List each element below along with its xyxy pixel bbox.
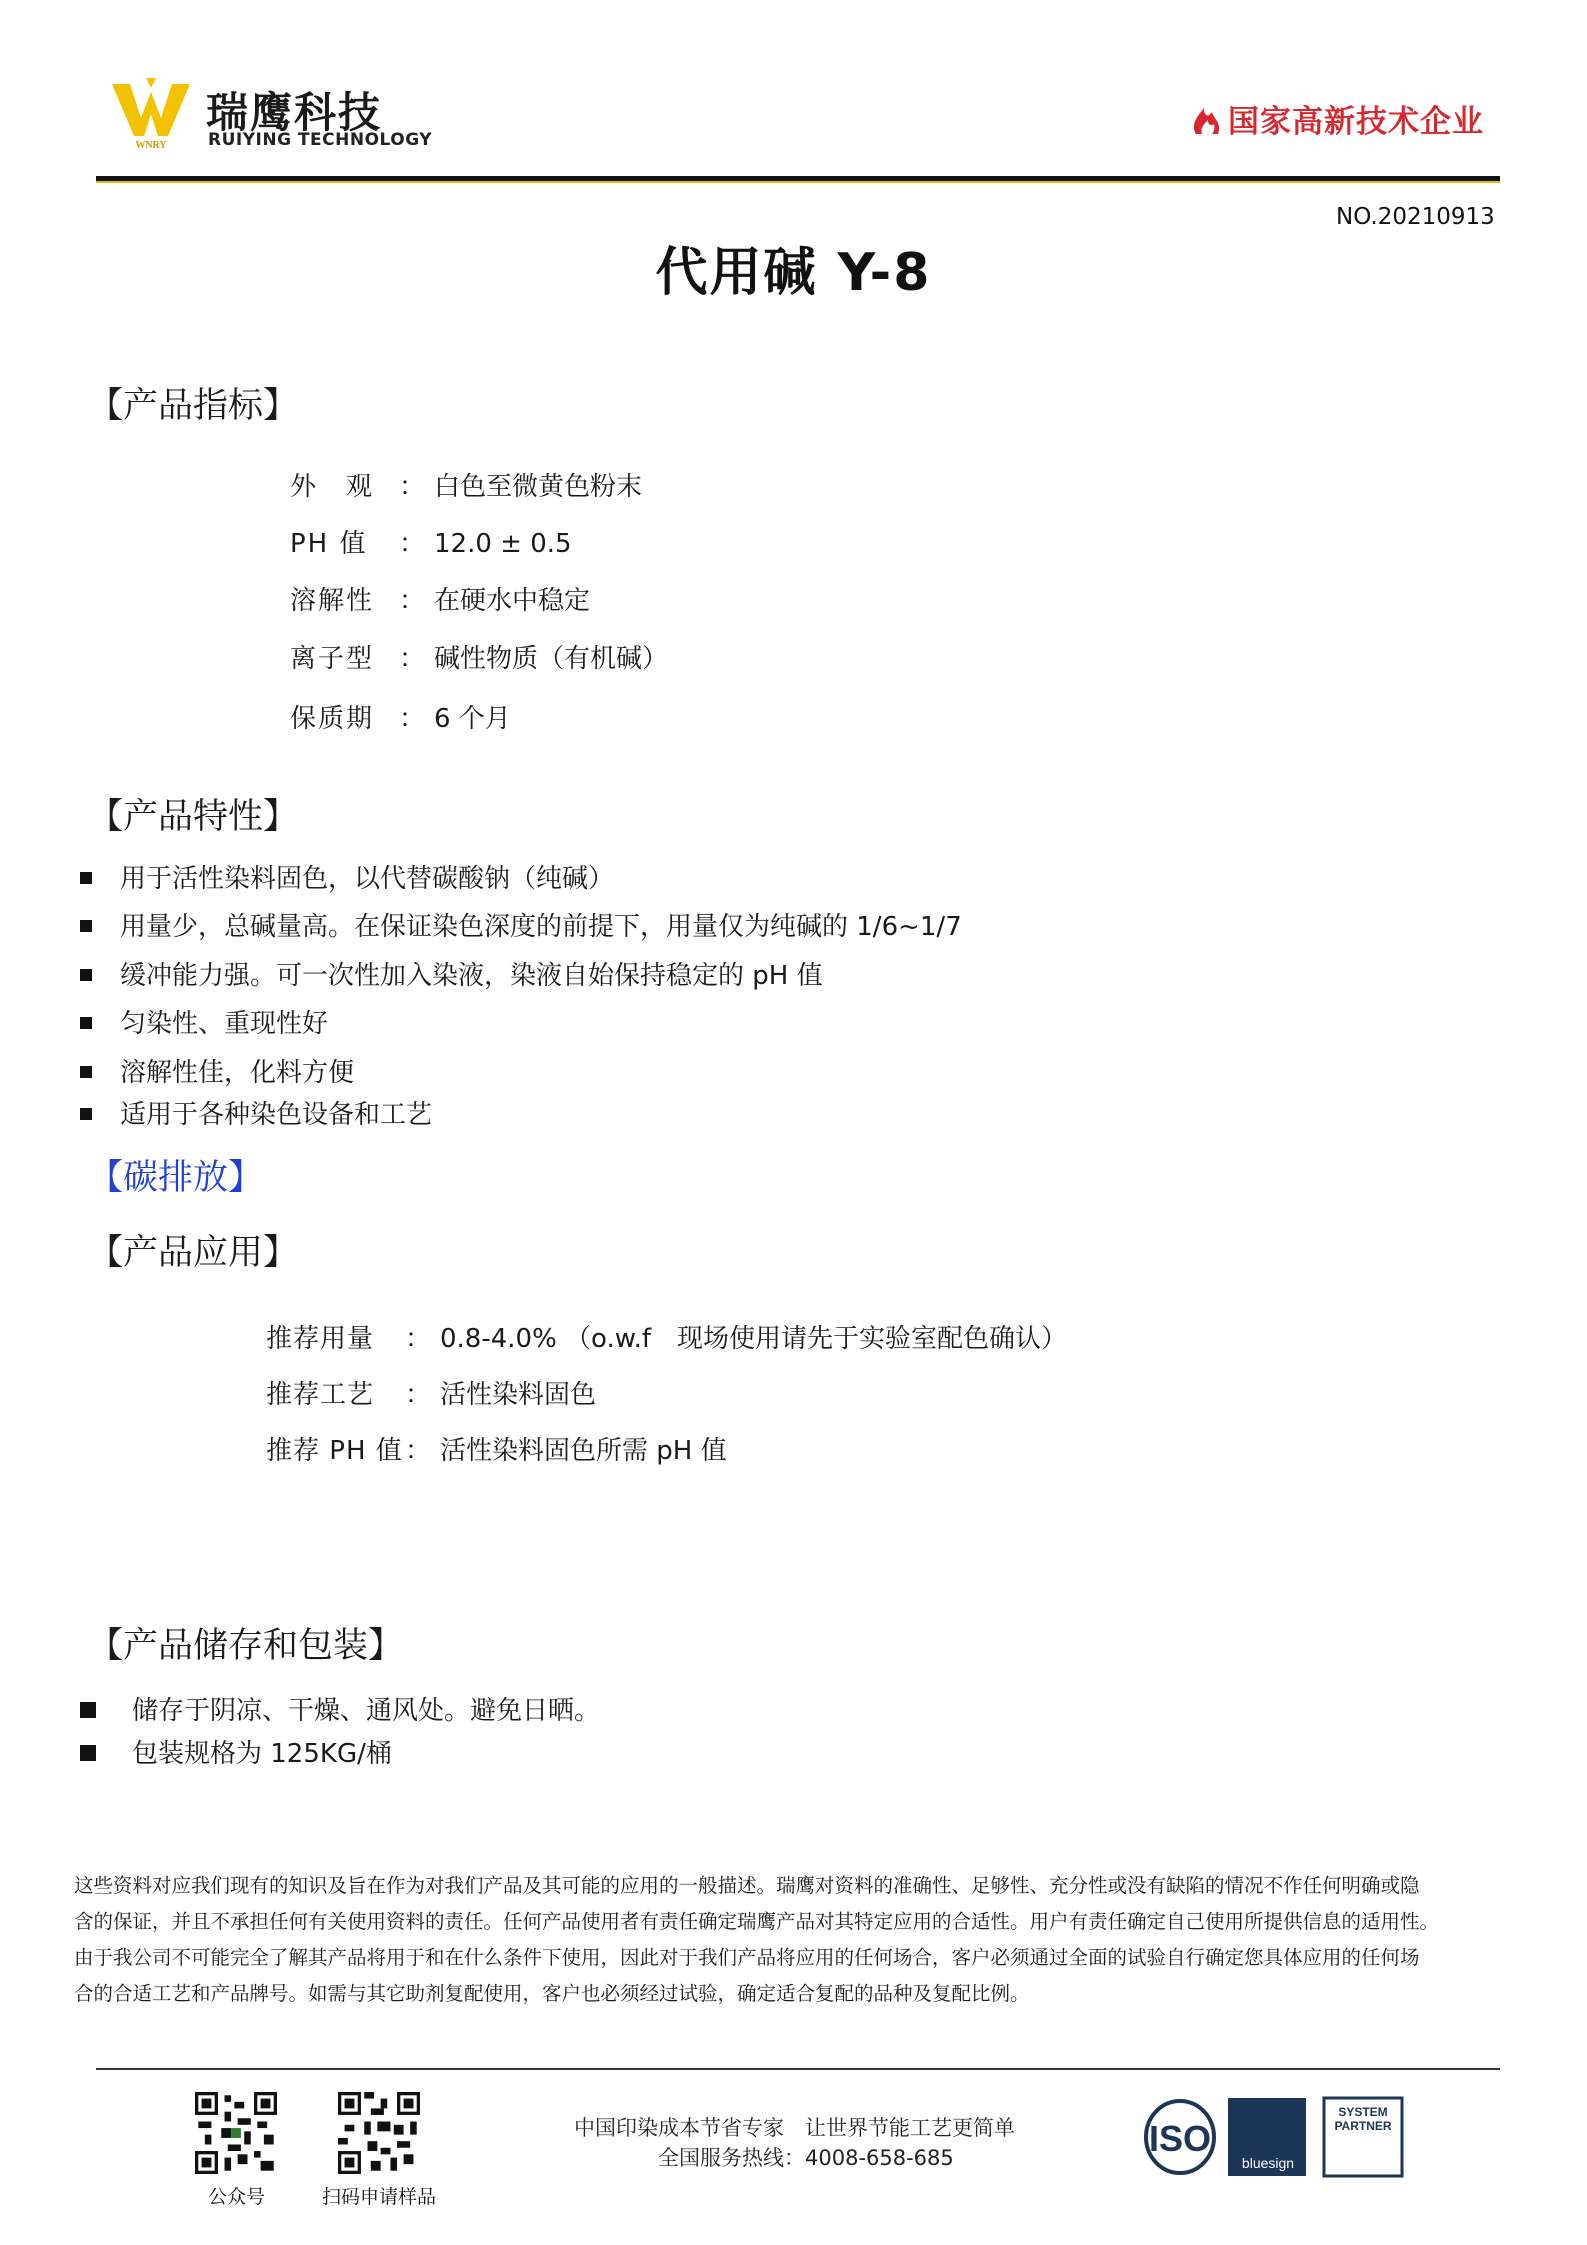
qr-caption-sample: 扫码申请样品 <box>322 2186 437 2208</box>
bullet-square-icon <box>80 1702 96 1718</box>
footer-hotline: 全国服务热线：4008-658-685 <box>658 2146 954 2170</box>
spec-row-shelf-life <box>290 698 511 735</box>
sample-request-qr-code-icon[interactable] <box>338 2092 420 2174</box>
feature-text: 用量少，总碱量高。在保证染色深度的前提下，用量仅为纯碱的 1/6~1/7 <box>120 912 962 942</box>
spec-row-appearance <box>290 466 642 503</box>
feature-text: 适用于各种染色设备和工艺 <box>120 1100 433 1130</box>
system-partner-logo-icon <box>1324 2098 1402 2176</box>
section-heading-features: 【产品特性】 <box>88 797 299 837</box>
footer-divider <box>96 2068 1500 2070</box>
spec-value: 白色至微黄色粉末 <box>434 472 643 502</box>
bullet-square-icon <box>80 1017 92 1029</box>
spec-value: 12.0 ± 0.5 <box>434 529 572 559</box>
spec-label: 保质期 <box>290 704 375 734</box>
spec-row-ionic-type <box>290 638 668 675</box>
feature-item <box>80 906 962 943</box>
section-heading-indicators: 【产品指标】 <box>88 386 299 426</box>
spec-separator: ： <box>398 472 425 502</box>
feature-text: 匀染性、重现性好 <box>120 1009 329 1039</box>
application-label: 推荐工艺 <box>266 1380 375 1410</box>
svg-text:bluesign: bluesign <box>1241 2155 1295 2171</box>
bullet-square-icon <box>80 1745 96 1761</box>
svg-text:PARTNER: PARTNER <box>1334 2119 1392 2133</box>
disclaimer-line: 由于我公司不可能完全了解其产品将用于和在什么条件下使用，因此对于我们产品将应用的任何场合，客户必须通过全面的试验自行确定您具体应用的任何场 <box>74 1946 1420 1969</box>
spec-label: 离子型 <box>290 644 375 674</box>
feature-text: 用于活性染料固色，以代替碳酸钠（纯碱） <box>120 864 615 894</box>
logo-letters: WNRY <box>135 140 167 150</box>
application-row-ph <box>266 1430 727 1467</box>
svg-text:ISO: ISO <box>1148 2118 1212 2159</box>
bullet-square-icon <box>80 920 92 932</box>
storage-text: 储存于阴凉、干燥、通风处。避免日晒。 <box>132 1696 601 1726</box>
document-number: NO.20210913 <box>1336 204 1495 230</box>
disclaimer-line: 合的合适工艺和产品牌号。如需与其它助剂复配使用，客户也必须经过试验，确定适合复配的品种及复配比例。 <box>74 1982 1030 2005</box>
header-divider-accent <box>96 181 1500 183</box>
application-label: 推荐 PH 值 <box>266 1436 403 1466</box>
spec-separator: ： <box>398 644 425 674</box>
spec-row-ph <box>290 523 572 560</box>
application-row-dosage <box>266 1318 1067 1355</box>
feature-item <box>80 858 614 895</box>
section-heading-application: 【产品应用】 <box>88 1233 299 1273</box>
storage-item <box>80 1690 600 1727</box>
spec-label: PH 值 <box>290 529 368 559</box>
iso-logo-icon <box>1146 2101 1214 2173</box>
high-tech-badge <box>1188 96 1498 140</box>
spec-separator: ： <box>398 704 425 734</box>
storage-text: 包装规格为 125KG/桶 <box>132 1739 392 1769</box>
disclaimer <box>74 1868 1550 2012</box>
spec-row-solubility <box>290 580 590 617</box>
disclaimer-line: 含的保证，并且不承担任何有关使用资料的责任。任何产品使用者有责任确定瑞鹰产品对其特定应用的合适性。用户有责任确定自己使用所提供信息的适用性。 <box>74 1910 1440 1933</box>
brand-name-cn: 瑞鹰科技 <box>206 88 383 137</box>
spec-value: 6 个月 <box>434 704 511 734</box>
application-row-process <box>266 1374 596 1411</box>
spec-label: 外 观 <box>290 472 375 502</box>
application-value: 活性染料固色所需 pH 值 <box>440 1436 727 1466</box>
svg-text:SYSTEM: SYSTEM <box>1338 2105 1388 2119</box>
spec-separator: ： <box>398 586 425 616</box>
disclaimer-line: 这些资料对应我们现有的知识及旨在作为对我们产品及其可能的应用的一般描述。瑞鹰对资料的准确性、足够性、充分性或没有缺陷的情况不作任何明确或隐 <box>74 1874 1420 1897</box>
page-title: 代用碱 Y-8 <box>655 243 932 303</box>
application-separator: ： <box>404 1324 431 1354</box>
footer-slogan: 中国印染成本节省专家 让世界节能工艺更简单 <box>574 2116 1015 2140</box>
spec-value: 在硬水中稳定 <box>434 586 591 616</box>
application-value: 0.8-4.0% （o.w.f 现场使用请先于实验室配色确认） <box>440 1324 1068 1354</box>
spec-value: 碱性物质（有机碱） <box>434 644 669 674</box>
storage-item <box>80 1733 392 1770</box>
section-heading-carbon: 【碳排放】 <box>88 1158 264 1198</box>
wnry-logo-icon <box>110 78 192 150</box>
application-label: 推荐用量 <box>266 1324 375 1354</box>
bullet-square-icon <box>80 1066 92 1078</box>
qr-caption-wechat: 公众号 <box>208 2186 266 2208</box>
feature-item <box>80 1094 432 1131</box>
feature-text: 缓冲能力强。可一次性加入染液，染液自始保持稳定的 pH 值 <box>120 961 823 991</box>
badge-text: 国家高新技术企业 <box>1228 104 1484 140</box>
spec-separator: ： <box>398 529 425 559</box>
flame-icon <box>1188 98 1228 138</box>
feature-item <box>80 1003 328 1040</box>
feature-text: 溶解性佳，化料方便 <box>120 1058 355 1088</box>
bullet-square-icon <box>80 1108 92 1120</box>
application-separator: ： <box>404 1380 431 1410</box>
spec-label: 溶解性 <box>290 586 375 616</box>
company-logo <box>110 70 433 160</box>
feature-item <box>80 955 823 992</box>
section-heading-storage: 【产品储存和包装】 <box>88 1626 404 1666</box>
bluesign-logo-icon <box>1228 2098 1306 2176</box>
brand-name-en: RUIYING TECHNOLOGY <box>208 130 433 150</box>
wechat-qr-code-icon[interactable] <box>195 2092 277 2174</box>
certification-logos <box>1140 2096 1410 2178</box>
bullet-square-icon <box>80 872 92 884</box>
application-value: 活性染料固色 <box>440 1380 597 1410</box>
bullet-square-icon <box>80 969 92 981</box>
application-separator: ： <box>404 1436 431 1466</box>
feature-item <box>80 1052 354 1089</box>
